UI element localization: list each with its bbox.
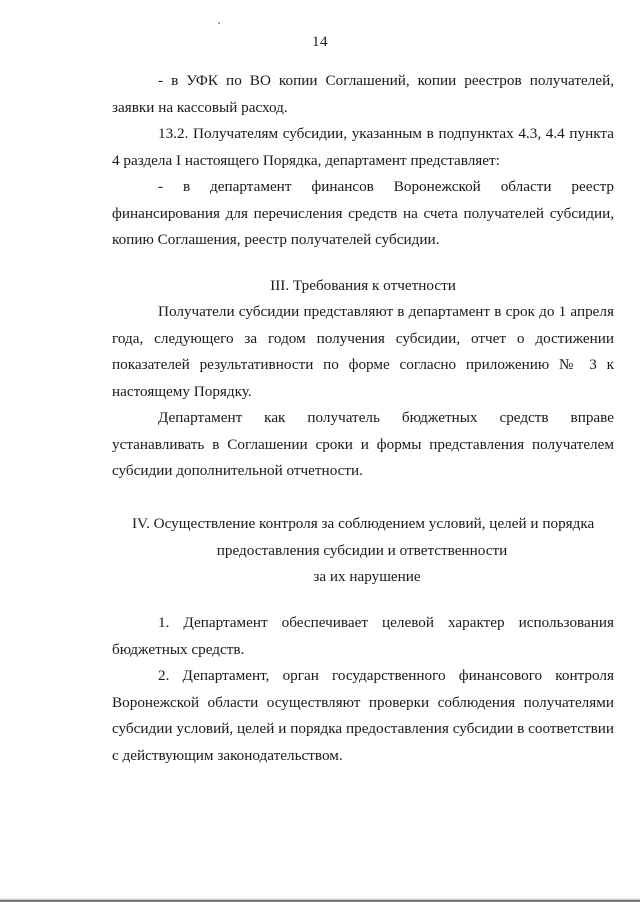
reporting-deadline-paragraph: Получатели субсидии представляют в департамент в срок до 1 апреля года, следующего за годом получения субсидии, отчет о достижении показателей результативности по форме согласно приложению № 3 к настоящему Порядку. [112, 303, 614, 400]
targeted-use-paragraph: 1. Департамент обеспечивает целевой характер использования бюджетных средств. [112, 614, 614, 658]
section-4-heading-line-2: предоставления субсидии и ответственности [216, 541, 508, 559]
compliance-checks-paragraph: 2. Департамент, орган государственного финансового контроля Воронежской области осуществляют проверки соблюдения получателями субсидии условий, целей и порядка предоставления субсидии в соответствии с действующим законодательством. [112, 667, 614, 764]
shipping-list-continuation: - в УФК по ВО копии Соглашений, копии реестров получателей, заявки на кассовый расход. [112, 72, 614, 116]
section-3-text [112, 299, 614, 485]
section-4-text [112, 610, 614, 769]
page-number: 14 [312, 34, 328, 50]
section-4-heading [112, 511, 632, 591]
section-13-text [112, 68, 614, 254]
scan-bottom-line [0, 900, 640, 901]
section-4-heading-line-1: IV. Осуществление контроля за соблюдением условий, целей и порядка [132, 515, 595, 532]
additional-reporting-paragraph: Департамент как получатель бюджетных средств вправе устанавливать в Соглашении сроки и формы представления получателем субсидии дополнительной отчетности. [112, 409, 614, 479]
section-4-heading-line-3: за их нарушение [313, 568, 421, 585]
paragraph-13-2: 13.2. Получателям субсидии, указанным в подпунктах 4.3, 4.4 пункта 4 раздела I настоящего Порядка, департамент представляет: [112, 125, 614, 169]
finance-department-item: - в департамент финансов Воронежской области реестр финансирования для перечисления средств на счета получателей субсидии, копию Соглашения, реестр получателей субсидии. [112, 178, 614, 248]
scan-speck [218, 22, 220, 24]
section-3-heading: III. Требования к отчетности [270, 277, 456, 294]
